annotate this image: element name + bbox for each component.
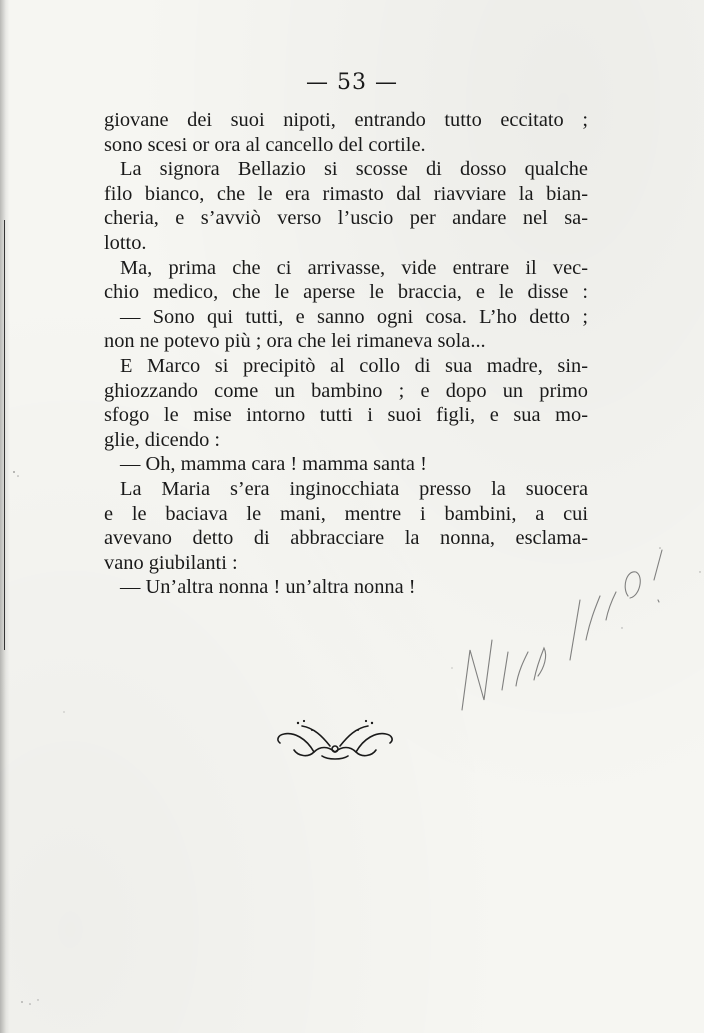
- text-line: Ma, prima che ci arrivasse, vide entrare il vec-: [120, 256, 588, 279]
- text-line: — Un’altra nonna ! un’altra nonna !: [120, 576, 416, 599]
- text-line: e le baciava le mani, mentre i bambini, a cui: [104, 502, 588, 525]
- text-line: giovane dei suoi nipoti, entrando tutto eccitato ;: [104, 109, 588, 131]
- text-line: cheria, e s’avviò verso l’uscio per andare nel sa-: [104, 207, 588, 230]
- text-line: — Sono qui tutti, e sanno ogni cosa. L’ho detto ;: [120, 305, 588, 328]
- body-text: [104, 108, 588, 600]
- text-line: filo bianco, che le era rimasto dal riavviare la bian-: [104, 182, 588, 205]
- text-line: vano giubilanti :: [104, 551, 238, 574]
- page-number: — 53 —: [306, 70, 398, 95]
- text-line: La Maria s’era inginocchiata presso la suocera: [120, 477, 588, 500]
- text-line: glie, dicendo :: [104, 428, 221, 451]
- text-line: avevano detto di abbracciare la nonna, esclama-: [104, 527, 588, 550]
- text-line: ghiozzando come un bambino ; e dopo un primo: [104, 379, 588, 402]
- text-line: lotto.: [104, 231, 147, 254]
- page-binding-edge: [0, 0, 10, 1033]
- text-line: — Oh, mamma cara ! mamma santa !: [120, 453, 427, 476]
- text-line: sfogo le mise intorno tutti i suoi figli, e sua mo-: [104, 404, 588, 427]
- text-line: non ne potevo più ; ora che lei rimaneva sola...: [104, 330, 486, 353]
- text-line: E Marco si precipitò al collo di sua madre, sin-: [120, 354, 588, 377]
- text-line: La signora Bellazio si scosse di dosso qualche: [120, 158, 588, 181]
- ornament-divider: [272, 716, 398, 760]
- handwritten-annotation: [440, 540, 690, 720]
- text-line: chio medico, che le aperse le braccia, e le disse :: [104, 281, 588, 304]
- text-line: sono scesi or ora al cancello del cortile.: [104, 133, 426, 156]
